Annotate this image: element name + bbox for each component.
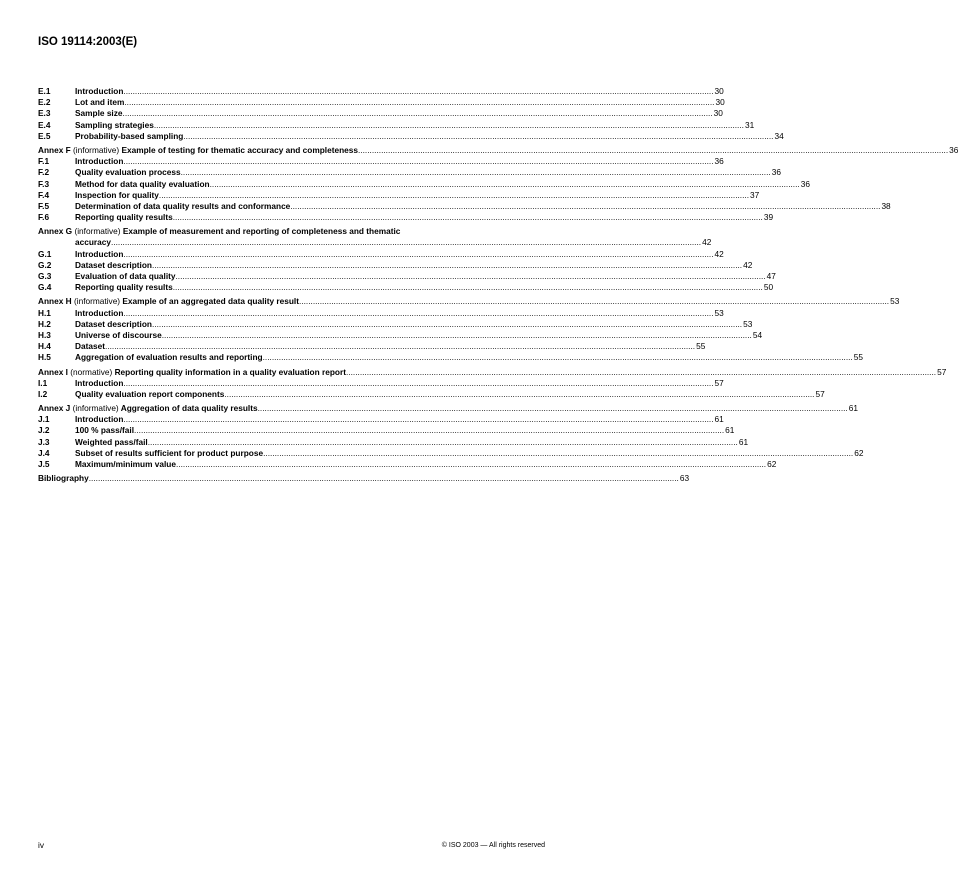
dot-leader <box>346 367 936 378</box>
dot-leader <box>210 179 800 190</box>
toc-entry-number: H.4 <box>38 341 51 352</box>
toc-entry-number: J.4 <box>38 447 50 458</box>
toc-entry-title: 100 % pass/fail <box>75 425 135 436</box>
dot-leader <box>358 145 948 156</box>
toc-entry-number: H.1 <box>38 307 51 318</box>
toc-entry-page: 55 <box>696 341 706 352</box>
toc-entry[interactable] <box>38 108 723 119</box>
toc-entry-page: 36 <box>800 178 810 189</box>
toc-entry-page: 31 <box>744 119 755 130</box>
bibliography-page: 63 <box>679 473 690 484</box>
dot-leader <box>148 437 738 448</box>
toc-entry-number: I.2 <box>38 388 48 399</box>
copyright-notice: © ISO 2003 — All rights reserved <box>441 842 545 849</box>
toc-entry[interactable] <box>38 248 724 260</box>
annex-label: Annex H <box>38 296 72 307</box>
dot-leader <box>162 330 752 341</box>
dot-leader <box>183 131 773 142</box>
toc-annex-title-line <box>38 226 400 237</box>
table-of-contents <box>38 86 958 484</box>
toc-entry-title: Maximum/minimum value <box>75 459 176 469</box>
toc-entry-number: J.1 <box>38 414 50 425</box>
toc-entry-number: I.1 <box>38 377 48 388</box>
toc-annex-heading[interactable] <box>38 226 545 237</box>
annex-title: Example of testing for thematic accuracy and completeness <box>121 144 359 155</box>
toc-annex-heading[interactable] <box>38 403 858 414</box>
annex-label: Annex I <box>38 366 68 377</box>
document-header: ISO 19114:2003(E) <box>38 36 138 48</box>
toc-entry-page: 36 <box>714 156 724 167</box>
dot-leader <box>123 108 713 119</box>
toc-entry-number: F.3 <box>38 178 50 189</box>
dot-leader <box>124 97 714 108</box>
toc-entry[interactable] <box>38 86 724 97</box>
dot-leader <box>154 120 744 131</box>
toc-entry-number: G.4 <box>38 282 52 293</box>
dot-leader <box>89 473 679 484</box>
page-number: iv <box>38 840 44 850</box>
toc-entry[interactable] <box>38 377 724 389</box>
dot-leader <box>123 378 713 389</box>
toc-entry-title: Sampling strategies <box>75 119 154 130</box>
toc-entry-page: 30 <box>713 108 723 119</box>
annex-kind: (informative) <box>72 403 119 414</box>
toc-annex-page: 57 <box>937 366 947 377</box>
dot-leader <box>111 237 701 248</box>
dot-leader <box>123 86 713 97</box>
toc-entry-number: E.4 <box>38 119 51 130</box>
dot-leader <box>176 459 766 470</box>
toc-entry-page: 38 <box>881 200 891 211</box>
dot-leader <box>105 341 695 352</box>
toc-entry-page: 62 <box>767 459 777 469</box>
toc-entry[interactable] <box>38 447 864 459</box>
toc-entry-page: 61 <box>725 425 735 436</box>
toc-entry-number: F.5 <box>38 200 50 211</box>
dot-leader <box>263 352 853 363</box>
dot-leader <box>173 212 763 223</box>
toc-entry-number: F.4 <box>38 189 50 200</box>
toc-entry-title: Aggregation of evaluation results and reporting <box>75 352 263 363</box>
toc-entry[interactable] <box>38 97 725 108</box>
toc-entry-page: 57 <box>714 377 724 388</box>
annex-title-continued: accuracy <box>75 237 111 248</box>
toc-entry-title: Subset of results sufficient for product purpose <box>75 447 264 458</box>
toc-entry-number: E.3 <box>38 108 51 119</box>
dot-leader <box>176 271 766 282</box>
toc-entry-number: G.3 <box>38 271 52 281</box>
annex-kind: (informative) <box>74 226 121 237</box>
annex-label: Annex G <box>38 226 73 237</box>
toc-entry[interactable] <box>38 459 777 470</box>
toc-entry-page: 54 <box>752 329 763 340</box>
toc-entry-number: G.1 <box>38 248 52 259</box>
toc-entry-page: 37 <box>750 189 760 200</box>
toc-entry[interactable] <box>38 259 753 271</box>
toc-entry-page: 55 <box>853 352 863 363</box>
toc-annex-heading[interactable] <box>38 366 947 378</box>
annex-label: Annex F <box>38 144 71 155</box>
toc-bibliography[interactable] <box>38 473 690 484</box>
toc-entry-number: F.2 <box>38 167 50 178</box>
toc-annex-page: 53 <box>890 296 900 307</box>
dot-leader <box>258 403 848 414</box>
toc-entry[interactable] <box>38 425 735 436</box>
dot-leader <box>134 425 724 436</box>
toc-entry-title: Quality evaluation process <box>75 167 181 178</box>
toc-entry-page: 36 <box>771 167 781 178</box>
annex-title: Example of measurement and reporting of completeness and thematic <box>122 226 401 237</box>
toc-entry-page: 61 <box>714 414 724 425</box>
toc-entry-title: Introduction <box>75 248 124 259</box>
annex-kind: (informative) <box>73 296 121 307</box>
dot-leader <box>123 308 713 319</box>
toc-entry[interactable] <box>38 329 763 341</box>
annex-kind: (normative) <box>70 366 113 377</box>
toc-entry[interactable] <box>38 156 724 167</box>
dot-leader <box>123 414 713 425</box>
toc-entry-title: Introduction <box>75 377 124 388</box>
toc-entry[interactable] <box>38 341 706 352</box>
toc-entry[interactable] <box>38 130 784 142</box>
toc-entry-page: 57 <box>815 388 825 399</box>
toc-entry-title: Weighted pass/fail <box>75 436 148 447</box>
toc-entry-title: Reporting quality results <box>75 282 173 293</box>
dot-leader <box>263 448 853 459</box>
toc-entry-number: J.3 <box>38 436 50 447</box>
toc-annex-page: 36 <box>949 144 958 155</box>
toc-entry-page: 42 <box>743 259 753 270</box>
toc-entry-number: E.1 <box>38 86 51 96</box>
toc-entry-page: 62 <box>854 447 864 458</box>
toc-entry-title: Reporting quality results <box>75 212 173 223</box>
toc-entry-page: 61 <box>738 436 749 447</box>
toc-entry[interactable] <box>38 119 755 131</box>
dot-leader <box>159 190 749 201</box>
toc-entry-page: 53 <box>743 318 753 329</box>
toc-entry-page: 30 <box>714 86 724 96</box>
toc-annex-heading-continued[interactable] <box>38 237 712 248</box>
dot-leader <box>299 296 889 307</box>
toc-entry[interactable] <box>38 282 774 293</box>
toc-entry-page: 30 <box>715 97 725 108</box>
toc-entry-number: G.2 <box>38 259 52 270</box>
toc-entry[interactable] <box>38 307 724 319</box>
toc-entry[interactable] <box>38 178 810 190</box>
toc-annex-title-line <box>38 296 299 307</box>
toc-entry-number: E.5 <box>38 130 51 141</box>
dot-leader <box>152 260 742 271</box>
toc-entry-page: 34 <box>774 130 784 141</box>
toc-entry-number: E.2 <box>38 97 51 108</box>
toc-entry-title: Universe of discourse <box>75 329 162 340</box>
annex-kind: (informative) <box>73 144 120 155</box>
annex-title: Example of an aggregated data quality result <box>122 296 299 307</box>
toc-annex-title-line <box>38 367 346 378</box>
toc-entry-title: Dataset description <box>75 259 152 270</box>
toc-entry-title: Method for data quality evaluation <box>75 178 210 189</box>
toc-entry[interactable] <box>38 414 724 425</box>
toc-entry-title: Introduction <box>75 307 124 318</box>
toc-entry-number: F.6 <box>38 212 50 223</box>
toc-annex-title-line <box>38 145 358 156</box>
toc-entry-number: H.2 <box>38 318 51 329</box>
dot-leader <box>181 167 771 178</box>
toc-entry-number: J.5 <box>38 459 50 469</box>
dot-leader <box>152 319 742 330</box>
dot-leader <box>173 282 763 293</box>
annex-label: Annex J <box>38 403 71 414</box>
toc-entry-number: J.2 <box>38 425 50 436</box>
toc-entry-title: Dataset <box>75 341 105 352</box>
toc-entry[interactable] <box>38 352 863 363</box>
toc-entry-title: Quality evaluation report components <box>75 388 225 399</box>
toc-annex-page: 61 <box>848 403 858 414</box>
toc-entry-title: Sample size <box>75 108 123 119</box>
toc-entry-title: Inspection for quality <box>75 189 159 200</box>
dot-leader <box>123 156 713 167</box>
toc-entry[interactable] <box>38 318 753 330</box>
bibliography-title: Bibliography <box>38 473 89 484</box>
toc-annex-heading[interactable] <box>38 144 958 156</box>
annex-title: Reporting quality information in a quality evaluation report <box>114 366 346 377</box>
toc-entry-page: 39 <box>763 212 774 223</box>
toc-entry-page: 50 <box>763 282 774 293</box>
toc-annex-page: 42 <box>702 237 712 248</box>
dot-leader <box>224 389 814 400</box>
toc-annex-title-line <box>38 403 258 414</box>
toc-entry[interactable] <box>38 212 774 223</box>
dot-leader <box>123 249 713 260</box>
toc-annex-heading[interactable] <box>38 296 900 307</box>
toc-entry-title: Evaluation of data quality <box>75 271 176 281</box>
toc-entry-title: Probability-based sampling <box>75 130 184 141</box>
annex-title: Aggregation of data quality results <box>120 403 258 414</box>
toc-entry[interactable] <box>38 189 760 201</box>
toc-entry-title: Introduction <box>75 86 124 96</box>
toc-entry[interactable] <box>38 436 749 448</box>
toc-entry-page: 42 <box>714 248 724 259</box>
toc-entry-title: Introduction <box>75 156 124 167</box>
toc-entry-title: Lot and item <box>75 97 125 108</box>
toc-entry-title: Determination of data quality results and conformance <box>75 200 291 211</box>
toc-entry-page: 47 <box>766 271 776 281</box>
toc-entry-title: Dataset description <box>75 318 152 329</box>
toc-entry[interactable] <box>38 200 891 212</box>
toc-entry-number: H.3 <box>38 329 51 340</box>
dot-leader <box>290 201 880 212</box>
toc-entry-number: H.5 <box>38 352 51 363</box>
toc-entry-page: 53 <box>714 307 724 318</box>
toc-entry-title: Introduction <box>75 414 124 425</box>
toc-entry[interactable] <box>38 271 776 282</box>
toc-entry[interactable] <box>38 388 825 400</box>
toc-entry-number: F.1 <box>38 156 50 167</box>
toc-entry[interactable] <box>38 167 781 178</box>
